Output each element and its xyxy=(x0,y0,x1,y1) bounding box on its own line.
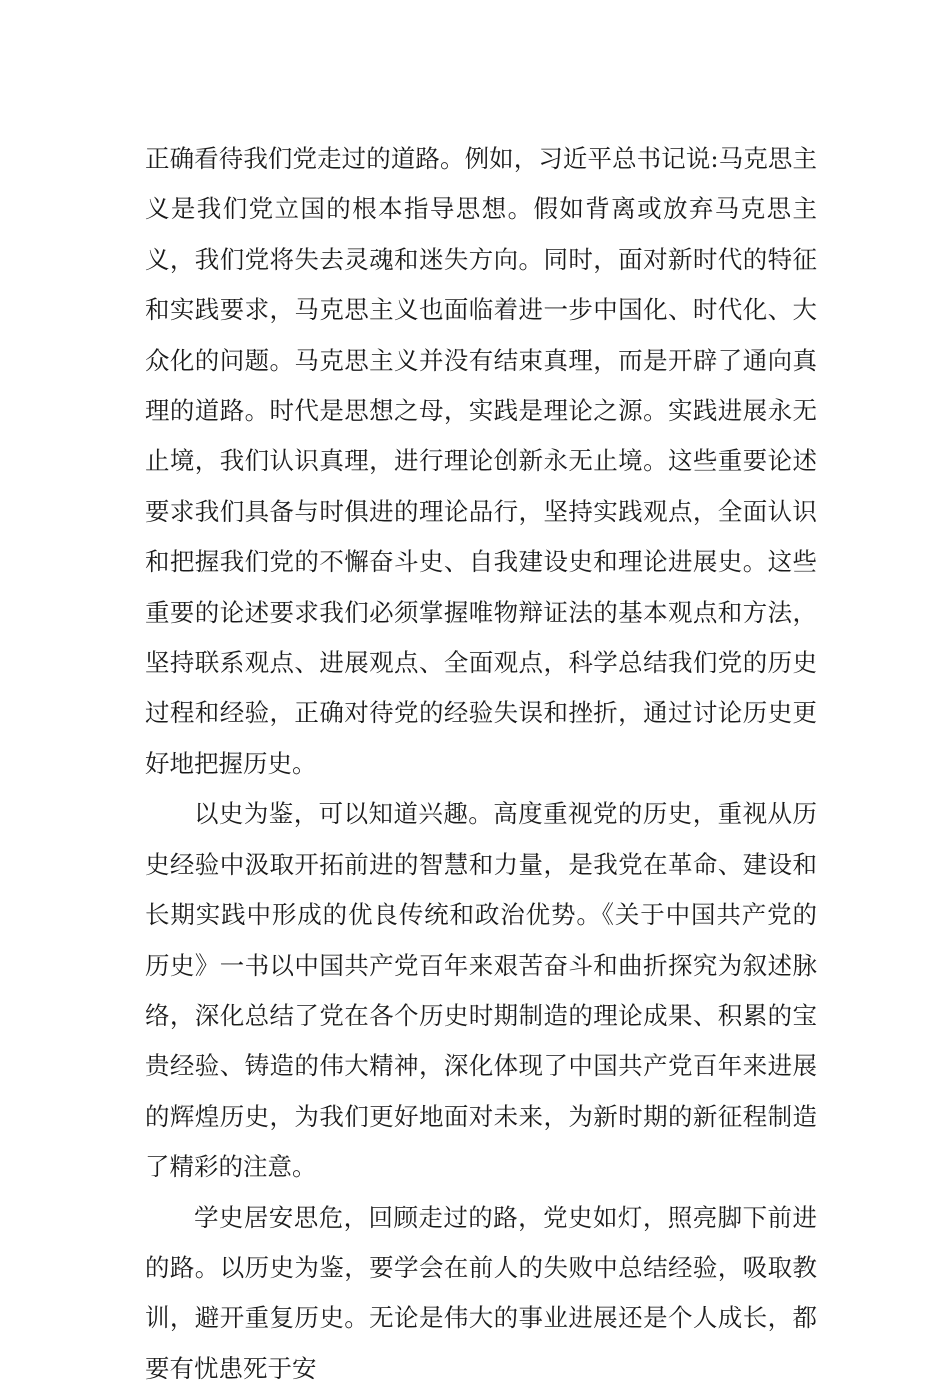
paragraph-continuation: 正确看待我们党走过的道路。例如，习近平总书记说:马克思主义是我们党立国的根本指导思想。假如背离或放弃马克思主义，我们党将失去灵魂和迷失方向。同时，面对新时代的特征和实践要求，马克思主义也面临着进一步中国化、时代化、大众化的问题。马克思主义并没有结束真理，而是开辟了通向真理的道路。时代是思想之母，实践是理论之源。实践进展永无止境，我们认识真理，进行理论创新永无止境。这些重要论述要求我们具备与时俱进的理论品行，坚持实践观点，全面认识和把握我们党的不懈奋斗史、自我建设史和理论进展史。这些重要的论述要求我们必须掌握唯物辩证法的基本观点和方法，坚持联系观点、进展观点、全面观点，科学总结我们党的历史过程和经验，正确对待党的经验失误和挫折，通过讨论历史更好地把握历史。 xyxy=(145,144,817,778)
document-body xyxy=(145,134,817,1394)
paragraph-history-as-mirror: 以史为鉴，可以知道兴趣。高度重视党的历史，重视从历史经验中汲取开拓前进的智慧和力量，是我党在革命、建设和长期实践中形成的优良传统和政治优势。《关于中国共产党的历史》一书以中国共产党百年来艰苦奋斗和曲折探究为叙述脉络，深化总结了党在各个历史时期制造的理论成果、积累的宝贵经验、铸造的伟大精神，深化体现了中国共产党百年来进展的辉煌历史，为我们更好地面对未来，为新时期的新征程制造了精彩的注意。 xyxy=(145,799,817,1182)
paragraph-vigilance: 学史居安思危，回顾走过的路，党史如灯，照亮脚下前进的路。以历史为鉴，要学会在前人的失败中总结经验，吸取教训，避开重复历史。无论是伟大的事业进展还是个人成长，都要有忧患死于安 xyxy=(145,1202,817,1383)
